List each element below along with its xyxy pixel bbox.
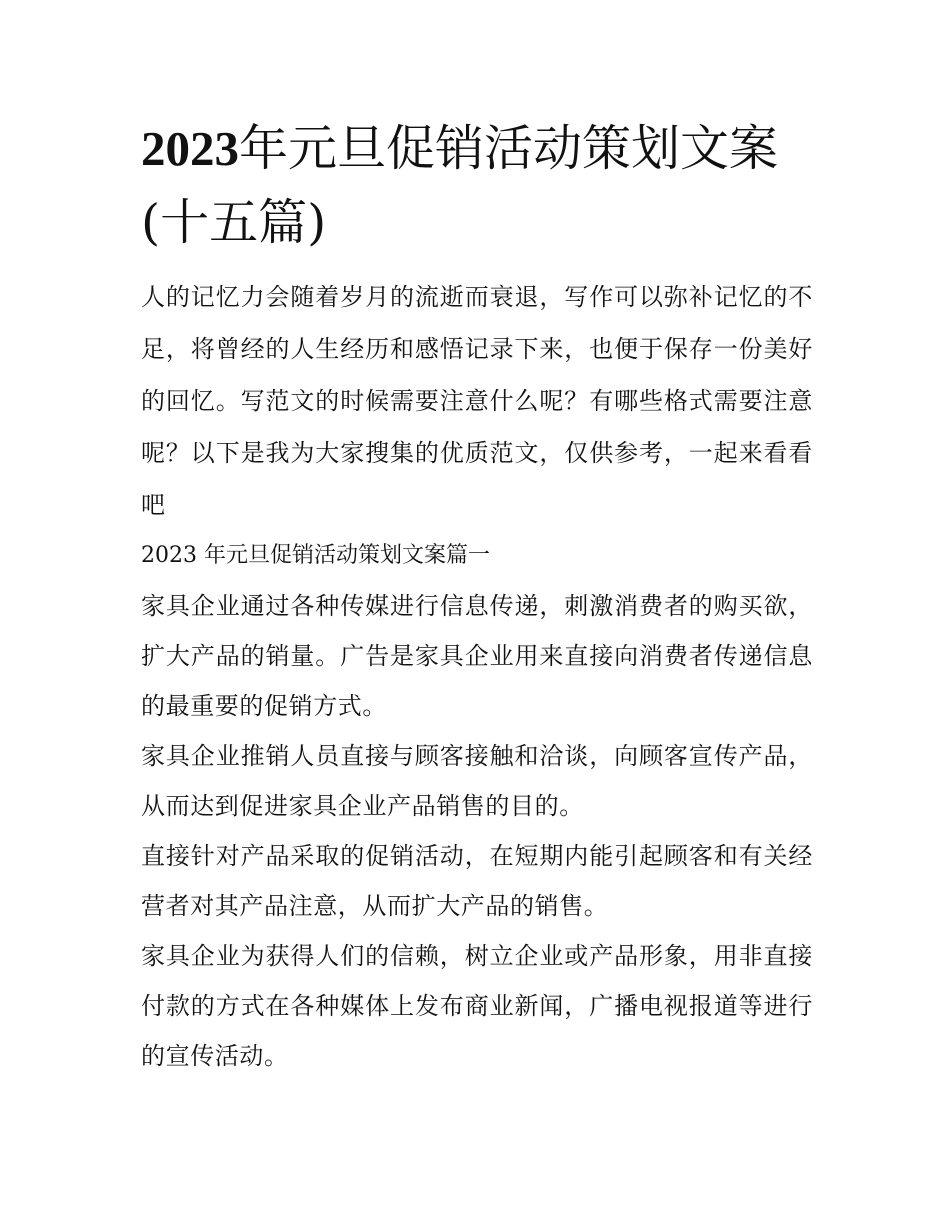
section-heading: 2023 年元旦促销活动策划文案篇一 — [141, 543, 490, 568]
body-paragraph: 直接针对产品采取的促销活动，在短期内能引起顾客和有关经营者对其产品注意，从而扩大产品的销售。 — [141, 842, 813, 920]
title-year: 2023 — [141, 121, 239, 176]
body-paragraph: 家具企业推销人员直接与顾客接触和洽谈，向顾客宣传产品，从而达到促进家具企业产品销售的目的。 — [141, 742, 813, 820]
document-title — [141, 112, 813, 260]
body-paragraph: 家具企业通过各种传媒进行信息传递，刺激消费者的购买欲，扩大产品的销量。广告是家具企业用来直接向消费者传递信息的最重要的促销方式。 — [141, 592, 813, 720]
title-text: 年元旦促销活动策划文案(十五篇) — [141, 120, 779, 251]
intro-paragraph: 人的记忆力会随着岁月的流逝而衰退，写作可以弥补记忆的不足，将曾经的人生经历和感悟记录下来，也便于保存一份美好的回忆。写范文的时候需要注意什么呢？有哪些格式需要注意呢？以下是我为大家搜集的优质范文，仅供参考，一起来看看吧 — [141, 283, 813, 519]
document-page — [141, 112, 813, 1081]
body-paragraph: 家具企业为获得人们的信赖，树立企业或产品形象，用非直接付款的方式在各种媒体上发布商业新闻，广播电视报道等进行的宣传活动。 — [141, 942, 813, 1070]
